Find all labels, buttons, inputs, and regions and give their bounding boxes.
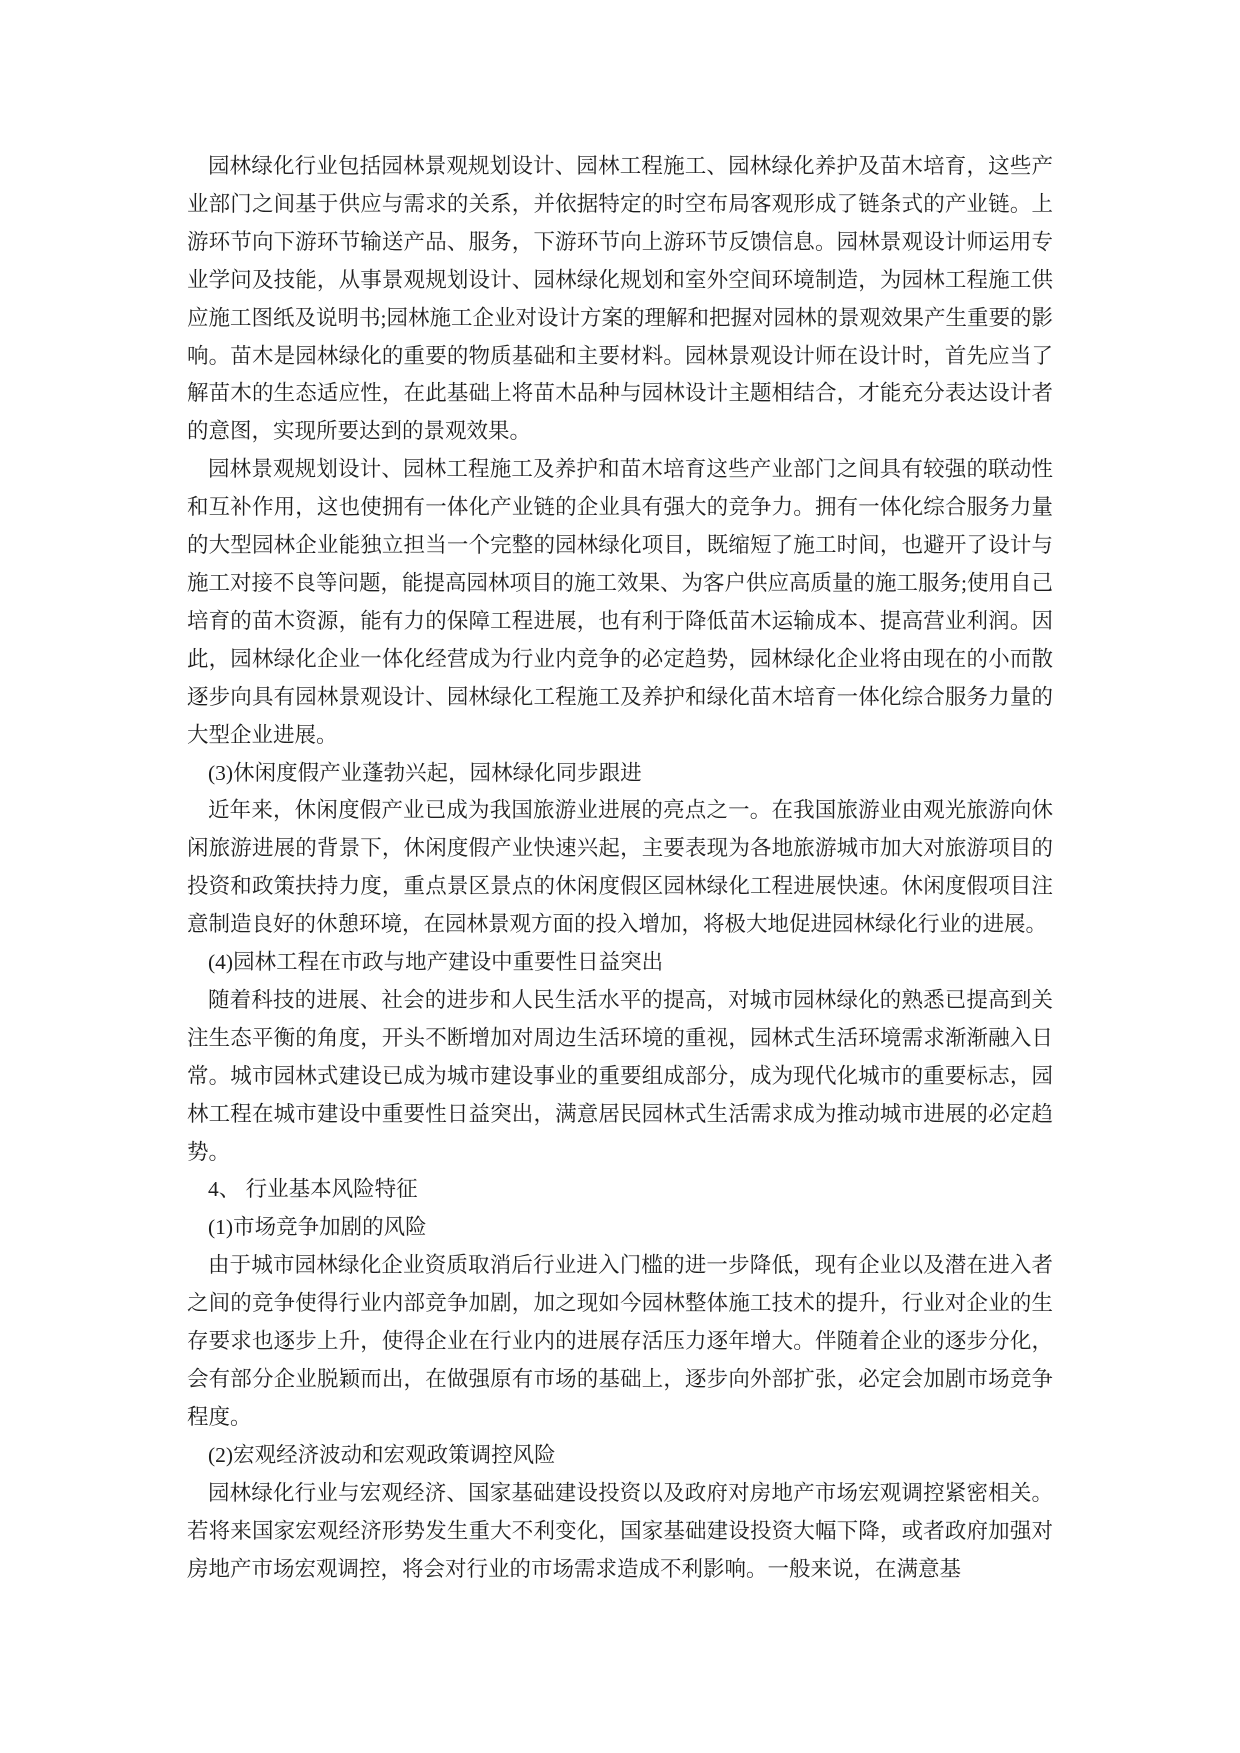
paragraph-market-competition-risk: 由于城市园林绿化企业资质取消后行业进入门槛的进一步降低，现有企业以及潜在进入者之间的竞争使得行业内部竞争加剧，加之现如今园林整体施工技术的提升，行业对企业的生存要求也逐步上升，使得企业在行业内的进展存活压力逐年增大。伴随着企业的逐步分化，会有部分企业脱颖而出，在做强原有市场的基础上，逐步向外部扩张，必定会加剧市场竞争程度。 [187,1253,1053,1429]
heading-market-competition-risk: (1)市场竞争加剧的风险 [208,1215,427,1240]
document-body [187,148,1053,1588]
heading-municipal-real-estate: (4)园林工程在市政与地产建设中重要性日益突出 [208,950,664,975]
heading-industry-risk-features: 4、 行业基本风险特征 [208,1177,418,1202]
heading-macro-economy-risk: (2)宏观经济波动和宏观政策调控风险 [208,1442,556,1467]
paragraph-municipal-real-estate: 随着科技的进展、社会的进步和人民生活水平的提高，对城市园林绿化的熟悉已提高到关注生态平衡的角度，开头不断增加对周边生活环境的重视，园林式生活环境需求渐渐融入日常。城市园林式建设已成为城市建设事业的重要组成部分，成为现代化城市的重要标志，园林工程在城市建设中重要性日益突出，满意居民园林式生活需求成为推动城市进展的必定趋势。 [187,987,1053,1164]
paragraph-leisure-vacation: 近年来，休闲度假产业已成为我国旅游业进展的亮点之一。在我国旅游业由观光旅游向休闲旅游进展的背景下，休闲度假产业快速兴起，主要表现为各地旅游城市加大对旅游项目的投资和政策扶持力度，重点景区景点的休闲度假区园林绿化工程进展快速。休闲度假项目注意制造良好的休憩环境，在园林景观方面的投入增加，将极大地促进园林绿化行业的进展。 [187,798,1053,937]
heading-leisure-vacation: (3)休闲度假产业蓬勃兴起，园林绿化同步跟进 [208,760,642,785]
paragraph-industry-chain: 园林绿化行业包括园林景观规划设计、园林工程施工、园林绿化养护及苗木培育，这些产业部门之间基于供应与需求的关系，并依据特定的时空布局客观形成了链条式的产业链。上游环节向下游环节输送产品、服务，下游环节向上游环节反馈信息。园林景观设计师运用专业学问及技能，从事景观规划设计、园林绿化规划和室外空间环境制造，为园林工程施工供应施工图纸及说明书;园林施工企业对设计方案的理解和把握对园林的景观效果产生重要的影响。苗木是园林绿化的重要的物质基础和主要材料。园林景观设计师在设计时，首先应当了解苗木的生态适应性，在此基础上将苗木品种与园林设计主题相结合，才能充分表达设计者的意图，实现所要达到的景观效果。 [187,154,1053,444]
paragraph-macro-economy-risk: 园林绿化行业与宏观经济、国家基础建设投资以及政府对房地产市场宏观调控紧密相关。若将来国家宏观经济形势发生重大不利变化，国家基础建设投资大幅下降，或者政府加强对房地产市场宏观调控，将会对行业的市场需求造成不利影响。一般来说，在满意基 [187,1480,1053,1581]
paragraph-integration-advantage: 园林景观规划设计、园林工程施工及养护和苗木培育这些产业部门之间具有较强的联动性和互补作用，这也使拥有一体化产业链的企业具有强大的竞争力。拥有一体化综合服务力量的大型园林企业能独立担当一个完整的园林绿化项目，既缩短了施工时间，也避开了设计与施工对接不良等问题，能提高园林项目的施工效果、为客户供应高质量的施工服务;使用自己培育的苗木资源，能有力的保障工程进展，也有利于降低苗木运输成本、提高营业利润。因此，园林绿化企业一体化经营成为行业内竞争的必定趋势，园林绿化企业将由现在的小而散逐步向具有园林景观设计、园林绿化工程施工及养护和绿化苗木培育一体化综合服务力量的大型企业进展。 [187,457,1053,747]
